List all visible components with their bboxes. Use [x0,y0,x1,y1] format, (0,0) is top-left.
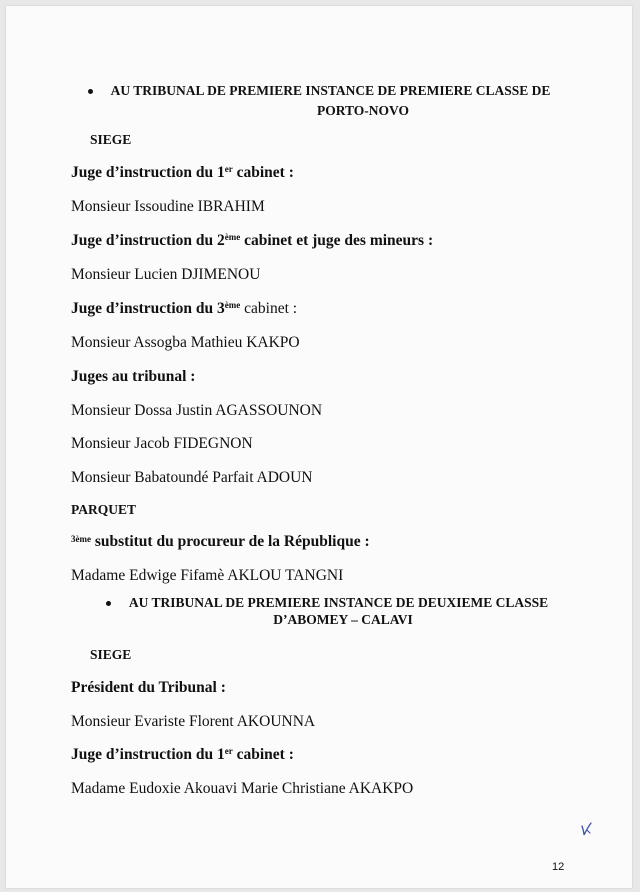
section1-juge3-label [71,301,297,317]
section1-juge1-name: Monsieur Issoudine IBRAHIM [71,198,265,215]
section1-juge2-name: Monsieur Lucien DJIMENOU [71,266,261,283]
s2-juge1-label-suffix: cabinet : [232,746,294,763]
juge3-label-sup: ème [224,300,241,310]
section1-siege: SIEGE [90,132,132,147]
section1-parquet: PARQUET [71,502,137,517]
section1-juge3-name: Monsieur Assogba Mathieu KAKPO [71,334,300,351]
section1-juges-label: Juges au tribunal : [71,368,196,385]
section2-juge1-name: Madame Eudoxie Akouavi Marie Christiane AKAKPO [71,780,414,797]
juge2-label-suffix: cabinet et juge des mineurs : [240,232,434,249]
section2-heading [14,596,640,610]
juge2-label-text: Juge d’instruction du 2 [71,232,225,249]
handwritten-initial-icon [578,819,594,839]
section2-president-name: Monsieur Evariste Florent AKOUNNA [71,713,316,730]
substitut-label-sup: 3ème [71,534,91,544]
bullet-icon [106,601,111,606]
section2-heading-line2: D’ABOMEY – CALAVI [273,612,413,627]
substitut-label-text: substitut du procureur de la République : [91,533,370,550]
s2-juge1-label-sup: er [224,746,233,756]
section2-siege: SIEGE [90,647,132,662]
section1-substitut-label [71,534,370,550]
section1-heading-line2: PORTO-NOVO [316,103,409,118]
juge1-label-sup: er [224,164,233,174]
section1-juge1-label [71,165,294,181]
section2-president-label: Président du Tribunal : [71,679,226,696]
juge2-label-sup: ème [224,232,241,242]
juge3-label-text: Juge d’instruction du 3 [71,300,225,317]
section1-heading-line1: AU TRIBUNAL DE PREMIERE INSTANCE DE PREMIERE CLASSE DE [110,83,551,98]
document-page [6,6,632,888]
juge1-label-suffix: cabinet : [232,164,294,181]
page-number: 12 [552,861,565,873]
juge3-label-suffix: cabinet : [240,300,298,317]
section1-juge-name: Monsieur Babatoundé Parfait ADOUN [71,469,313,486]
section1-juge-name: Monsieur Dossa Justin AGASSOUNON [71,402,323,419]
section2-heading-line1: AU TRIBUNAL DE PREMIERE INSTANCE DE DEUXIEME CLASSE [128,595,549,610]
juge1-label-text: Juge d’instruction du 1 [71,164,225,181]
section1-heading [6,84,632,98]
section1-substitut-name: Madame Edwige Fifamè AKLOU TANGNI [71,567,344,584]
section2-juge1-label [71,747,294,763]
section1-juge2-label [71,233,433,249]
s2-juge1-label-text: Juge d’instruction du 1 [71,746,225,763]
bullet-icon [88,89,93,94]
section1-juge-name: Monsieur Jacob FIDEGNON [71,435,253,452]
